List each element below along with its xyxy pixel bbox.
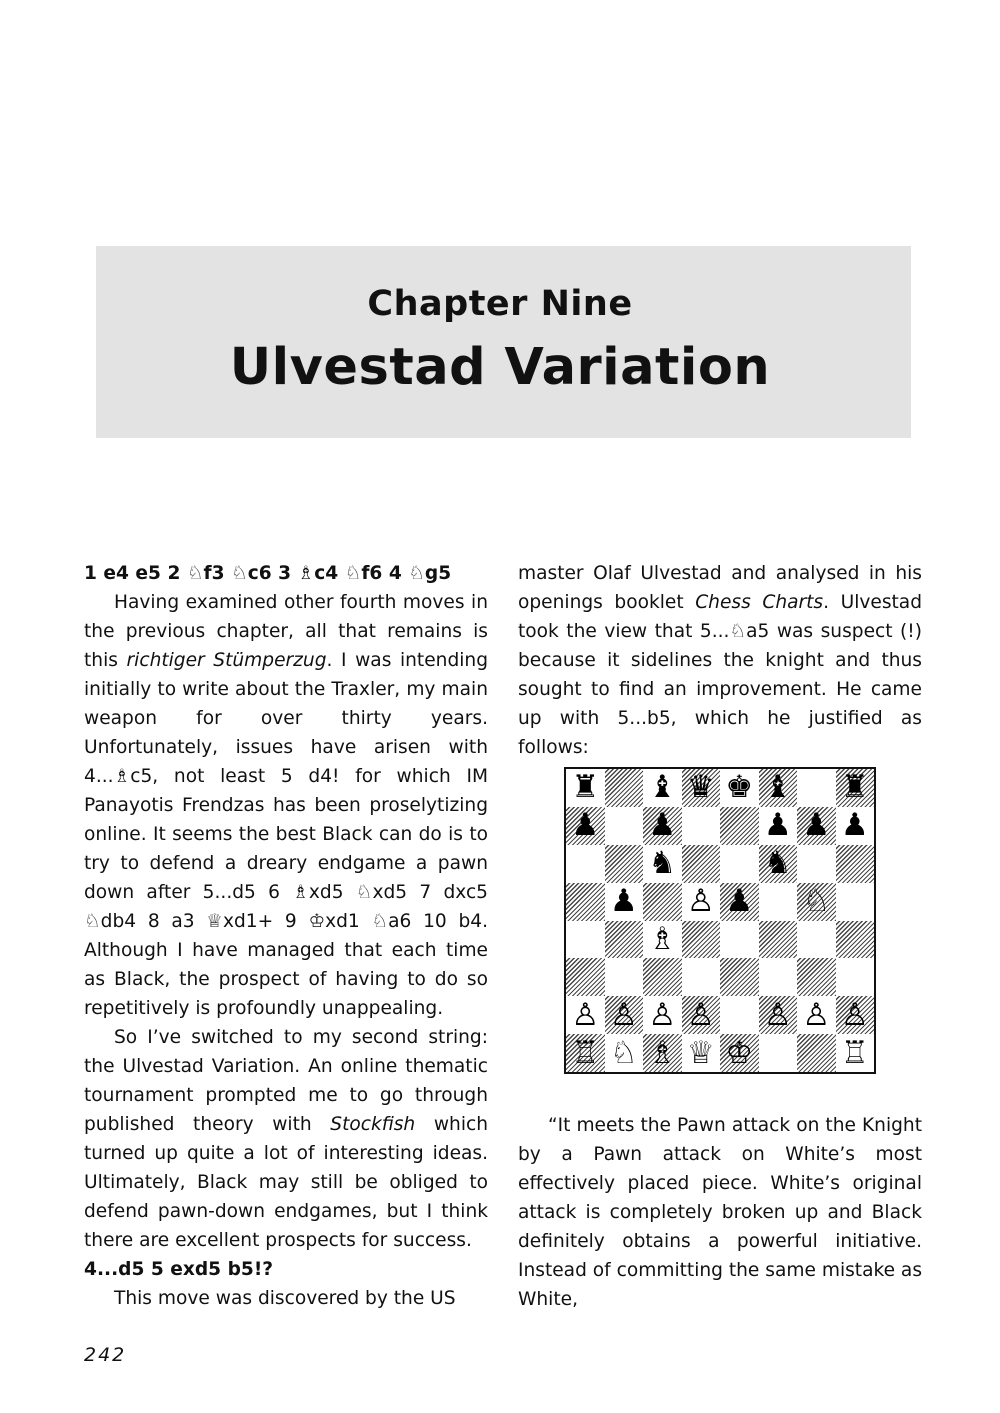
- square-h2: [836, 996, 875, 1034]
- left-column: [84, 559, 488, 1313]
- square-c7: [643, 807, 682, 845]
- chapter-title: Ulvestad Variation: [229, 338, 771, 397]
- square-e8: [720, 769, 759, 807]
- white-pawn-icon: ♙: [763, 996, 792, 1033]
- square-h4: [836, 921, 875, 959]
- white-pawn-icon: ♙: [609, 996, 638, 1033]
- square-b7: [605, 807, 644, 845]
- black-rook-icon: ♜: [571, 769, 600, 806]
- chess-board: [566, 769, 874, 1072]
- square-c5: [643, 883, 682, 921]
- white-queen-icon: ♕: [686, 1034, 715, 1071]
- square-g1: [797, 1034, 836, 1072]
- black-pawn-icon: ♟: [609, 883, 638, 920]
- black-knight-icon: ♞: [648, 845, 677, 882]
- white-knight-icon: ♘: [609, 1034, 638, 1071]
- move-line-1: 1 e4 e5 2 ♘f3 ♘c6 3 ♗c4 ♘f6 4 ♘g5: [84, 563, 452, 584]
- white-rook-icon: ♖: [571, 1034, 600, 1071]
- square-g7: [797, 807, 836, 845]
- square-a1: [566, 1034, 605, 1072]
- white-bishop-icon: ♗: [648, 1034, 677, 1071]
- square-f7: [759, 807, 798, 845]
- square-h3: [836, 958, 875, 996]
- square-c1: [643, 1034, 682, 1072]
- paragraph-1-italic: richtiger Stümperzug: [126, 650, 327, 671]
- square-e5: [720, 883, 759, 921]
- square-d7: [682, 807, 721, 845]
- paragraph-2-italic: Stockfish: [330, 1114, 416, 1135]
- square-e1: [720, 1034, 759, 1072]
- square-b8: [605, 769, 644, 807]
- square-f4: [759, 921, 798, 959]
- square-e4: [720, 921, 759, 959]
- square-f1: [759, 1034, 798, 1072]
- black-bishop-icon: ♝: [648, 769, 677, 806]
- square-b2: [605, 996, 644, 1034]
- square-e7: [720, 807, 759, 845]
- square-f3: [759, 958, 798, 996]
- square-d3: [682, 958, 721, 996]
- square-a3: [566, 958, 605, 996]
- square-h7: [836, 807, 875, 845]
- square-c6: [643, 845, 682, 883]
- square-a7: [566, 807, 605, 845]
- white-pawn-icon: ♙: [571, 996, 600, 1033]
- paragraph-4-text-a: master Olaf Ulvestad and analysed in his openings booklet: [518, 563, 922, 613]
- black-queen-icon: ♛: [686, 769, 715, 806]
- black-rook-icon: ♜: [840, 769, 869, 806]
- square-f5: [759, 883, 798, 921]
- paragraph-4: [518, 559, 922, 762]
- square-b4: [605, 921, 644, 959]
- square-g6: [797, 845, 836, 883]
- square-d8: [682, 769, 721, 807]
- paragraph-1-text-a: Having examined other fourth moves in the previous chapter, all that remains is this: [84, 592, 488, 671]
- square-e6: [720, 845, 759, 883]
- square-c8: [643, 769, 682, 807]
- square-d2: [682, 996, 721, 1034]
- paragraph-2-text-b: which turned up quite a lot of interesting ideas. Ultimately, Black may still be obliged to defend pawn-down endgames, but I think there are excellent prospects for success.: [84, 1114, 488, 1251]
- black-king-icon: ♚: [725, 769, 754, 806]
- square-g8: [797, 769, 836, 807]
- square-h5: [836, 883, 875, 921]
- move-line-2: 4...d5 5 exd5 b5!?: [84, 1259, 274, 1280]
- square-f2: [759, 996, 798, 1034]
- square-h6: [836, 845, 875, 883]
- square-g5: [797, 883, 836, 921]
- square-e2: [720, 996, 759, 1034]
- square-a4: [566, 921, 605, 959]
- square-b5: [605, 883, 644, 921]
- square-b1: [605, 1034, 644, 1072]
- black-pawn-icon: ♟: [840, 807, 869, 844]
- paragraph-4-italic: Chess Charts: [695, 592, 824, 613]
- square-f8: [759, 769, 798, 807]
- white-pawn-icon: ♙: [840, 996, 869, 1033]
- black-pawn-icon: ♟: [648, 807, 677, 844]
- white-pawn-icon: ♙: [802, 996, 831, 1033]
- paragraph-5: “It meets the Pawn attack on the Knight by a Pawn attack on White’s most effectively placed piece. White’s original attack is completely broken up and Black definitely obtains a powerful initiative. Instead of committing the same mistake as White,: [518, 1115, 923, 1310]
- square-b6: [605, 845, 644, 883]
- square-e3: [720, 958, 759, 996]
- white-pawn-icon: ♙: [648, 996, 677, 1033]
- square-a8: [566, 769, 605, 807]
- paragraph-2: [84, 1023, 488, 1255]
- square-g4: [797, 921, 836, 959]
- square-h8: [836, 769, 875, 807]
- black-pawn-icon: ♟: [802, 807, 831, 844]
- black-pawn-icon: ♟: [725, 883, 754, 920]
- chapter-number: Chapter Nine: [367, 284, 633, 324]
- paragraph-4-text-b: . Ulvestad took the view that 5...♘a5 was suspect (!) because it sidelines the knight and thus sought to find an improvement. He came up with 5...b5, which he justified as follows:: [518, 592, 922, 758]
- square-c3: [643, 958, 682, 996]
- right-column: [518, 559, 922, 762]
- white-rook-icon: ♖: [840, 1034, 869, 1071]
- black-pawn-icon: ♟: [571, 807, 600, 844]
- square-d5: [682, 883, 721, 921]
- square-g2: [797, 996, 836, 1034]
- square-d6: [682, 845, 721, 883]
- white-pawn-icon: ♙: [686, 883, 715, 920]
- black-pawn-icon: ♟: [763, 807, 792, 844]
- black-knight-icon: ♞: [763, 845, 792, 882]
- chess-diagram: [564, 767, 876, 1074]
- white-bishop-icon: ♗: [648, 920, 677, 957]
- square-c2: [643, 996, 682, 1034]
- square-a2: [566, 996, 605, 1034]
- paragraph-1-text-b: . I was intending initially to write about the Traxler, my main weapon for over thirty years. Unfortunately, issues have arisen with 4...♗c5, not least 5 d4! for which IM Panayotis Frendzas has been proselytizing online. It seems the best Black can do is to try to defend a dreary endgame a pawn down after 5...d5 6 ♗xd5 ♘xd5 7 dxc5 ♘db4 8 a3 ♕xd1+ 9 ♔xd1 ♘a6 10 b4. Although I have managed that each time as Black, the prospect of having to do so repetitively is profoundly unappealing.: [84, 650, 489, 1019]
- square-a6: [566, 845, 605, 883]
- paragraph-2-text-a: So I’ve switched to my second string: the Ulvestad Variation. An online thematic tournament prompted me to go through published theory with: [84, 1027, 488, 1135]
- black-bishop-icon: ♝: [763, 769, 792, 806]
- square-c4: [643, 921, 682, 959]
- square-h1: [836, 1034, 875, 1072]
- paragraph-1: [84, 588, 488, 1023]
- paragraph-3: This move was discovered by the US: [114, 1288, 456, 1309]
- white-king-icon: ♔: [725, 1034, 754, 1071]
- square-a5: [566, 883, 605, 921]
- white-pawn-icon: ♙: [686, 996, 715, 1033]
- square-f6: [759, 845, 798, 883]
- square-d1: [682, 1034, 721, 1072]
- square-d4: [682, 921, 721, 959]
- square-b3: [605, 958, 644, 996]
- white-knight-icon: ♘: [802, 883, 831, 920]
- square-g3: [797, 958, 836, 996]
- page-number: 242: [84, 1344, 127, 1366]
